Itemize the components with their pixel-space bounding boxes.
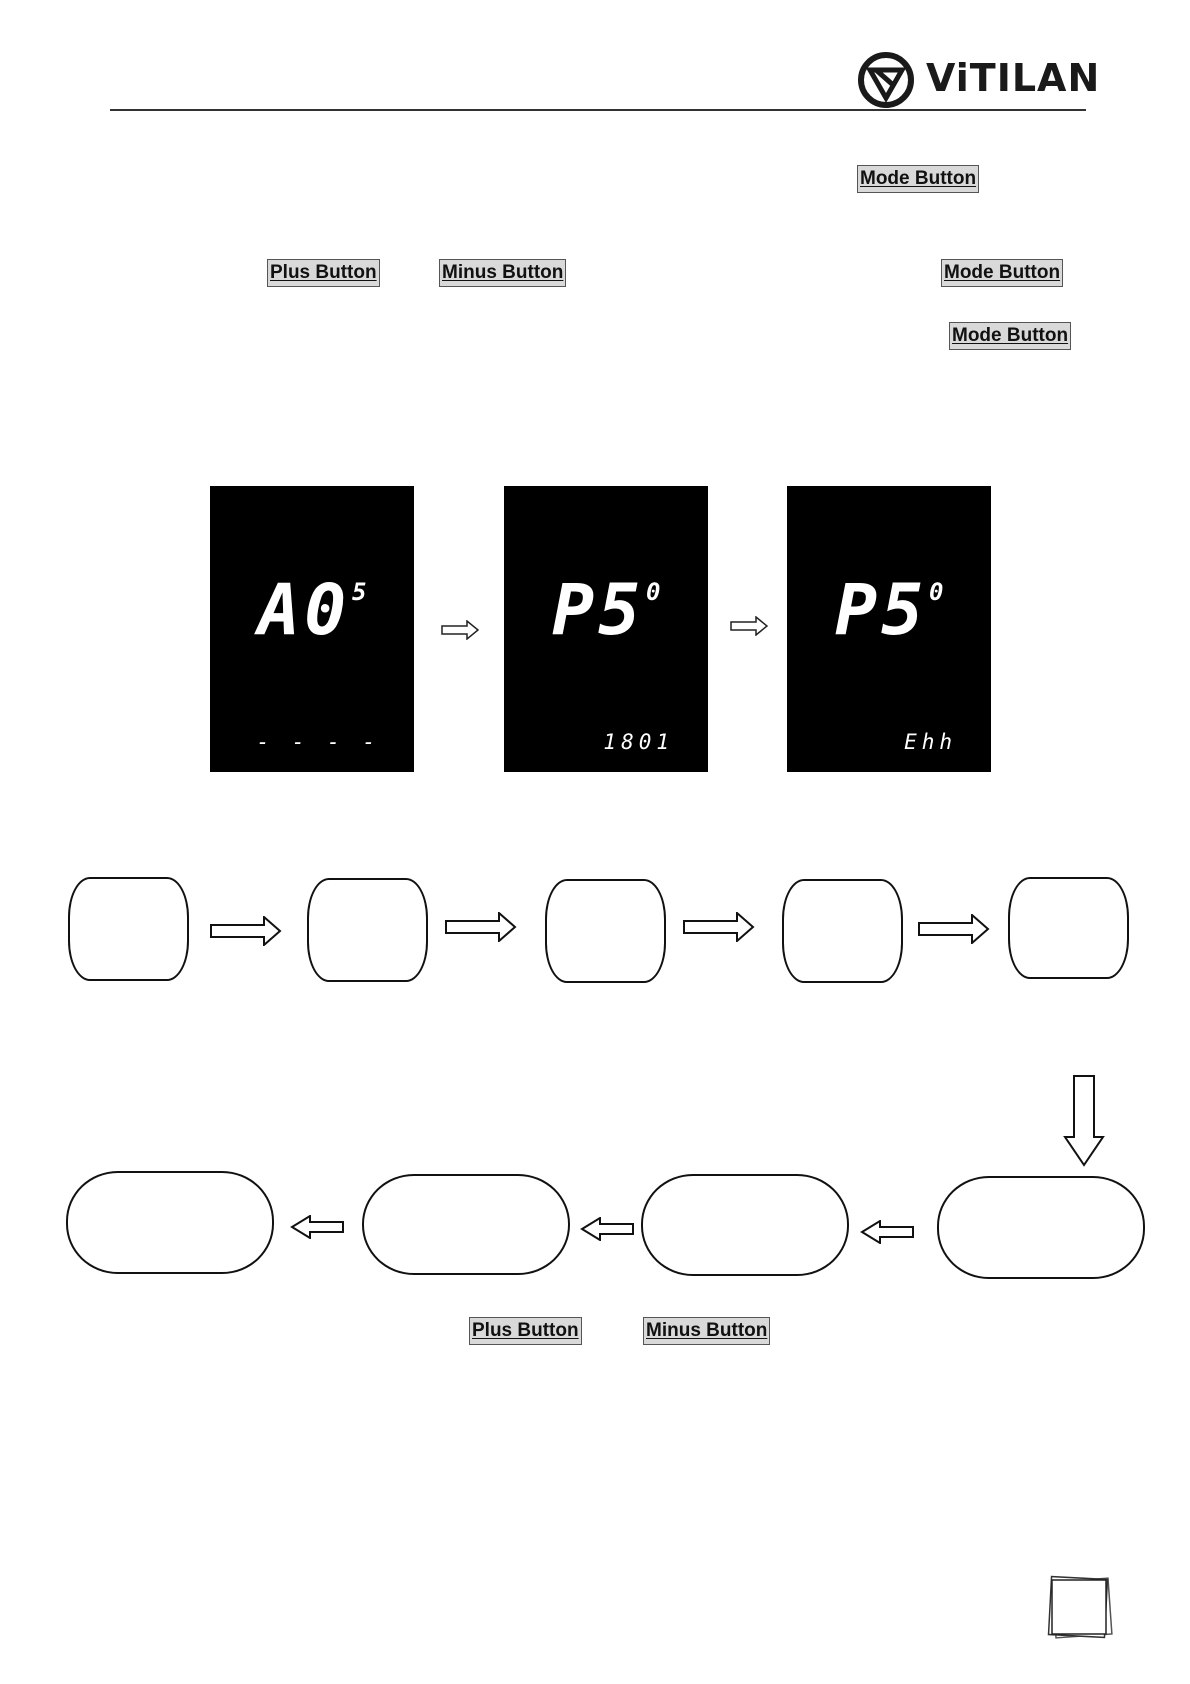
lcd-screen-3: [787, 486, 991, 772]
plus-button-label-1: Plus Button: [267, 259, 380, 287]
page-number-icon: [1040, 1572, 1120, 1642]
lcd-superscript: 0: [929, 578, 944, 606]
arrow-right-icon: [210, 916, 282, 946]
lcd-superscript: 5: [352, 578, 367, 606]
lcd-bottom-value: 1801: [603, 730, 674, 754]
flow-pill-4: [66, 1171, 274, 1274]
flow-box-5: [1008, 877, 1129, 979]
arrow-right-icon: [445, 912, 517, 942]
flow-box-2: [307, 878, 428, 982]
mode-button-label-3: Mode Button: [949, 322, 1071, 350]
brand-name: ViTILAN: [926, 56, 1101, 100]
arrow-down-icon: [1063, 1075, 1105, 1167]
lcd-screen-1: [210, 486, 414, 772]
lcd-bottom-value: Ehh: [904, 730, 957, 754]
lcd-main-value: P5: [835, 569, 928, 651]
arrow-right-icon: [683, 912, 755, 942]
arrow-left-icon: [860, 1220, 914, 1244]
flow-pill-2: [641, 1174, 849, 1276]
vitilan-emblem-icon: [856, 52, 920, 108]
minus-button-label-1: Minus Button: [439, 259, 566, 287]
flow-pill-3: [362, 1174, 570, 1275]
arrow-left-icon: [580, 1217, 634, 1241]
flow-box-4: [782, 879, 903, 983]
flow-pill-1: [937, 1176, 1145, 1279]
lcd-screen-2: [504, 486, 708, 772]
lcd-superscript: 0: [646, 578, 661, 606]
lcd-main-value: A0: [258, 569, 351, 651]
arrow-left-icon: [290, 1215, 344, 1239]
brand-logo: [856, 52, 1101, 108]
arrow-right-icon: [730, 616, 768, 636]
minus-button-label-2: Minus Button: [643, 1317, 770, 1345]
flow-box-3: [545, 879, 666, 983]
flow-box-1: [68, 877, 189, 981]
arrow-right-icon: [918, 914, 990, 944]
mode-button-label-1: Mode Button: [857, 165, 979, 193]
plus-button-label-2: Plus Button: [469, 1317, 582, 1345]
header-divider: [110, 109, 1086, 111]
mode-button-label-2: Mode Button: [941, 259, 1063, 287]
arrow-right-icon: [441, 620, 479, 640]
lcd-main-value: P5: [552, 569, 645, 651]
lcd-bottom-value: - - - -: [256, 730, 380, 754]
